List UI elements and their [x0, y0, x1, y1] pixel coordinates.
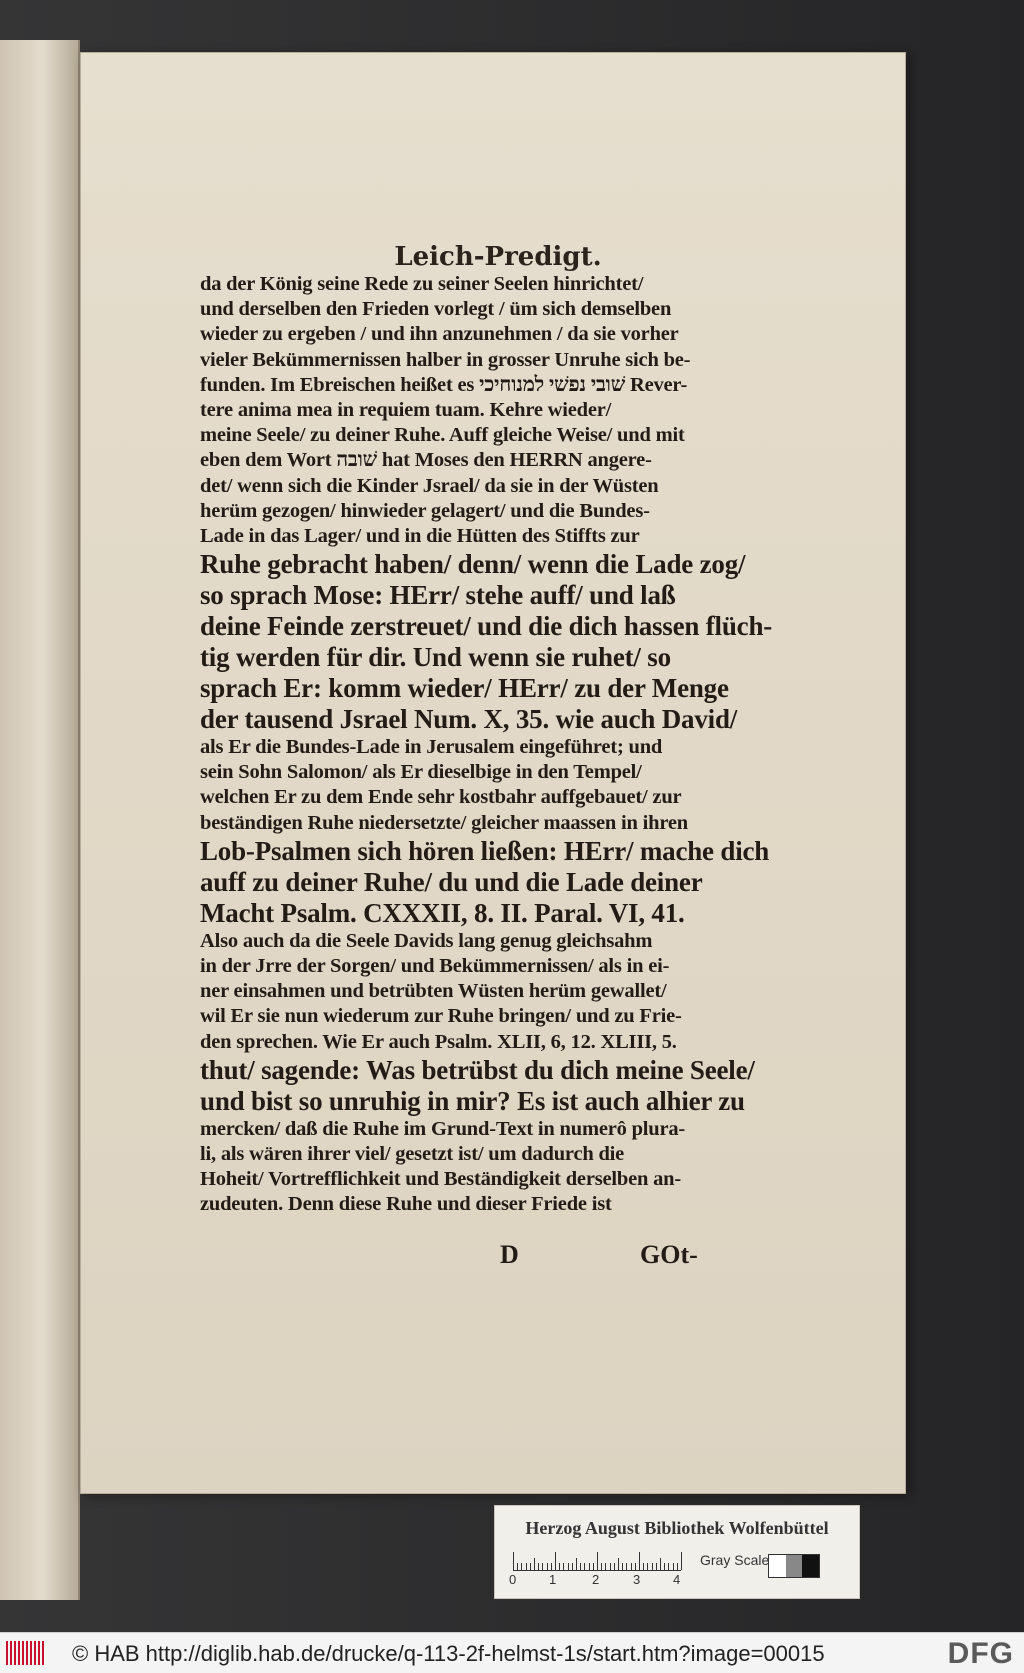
text-line: tere anima mea in requiem tuam. Kehre wieder/	[200, 398, 612, 421]
text-line: vieler Bekümmernissen halber in grosser Unruhe sich be-	[200, 348, 691, 371]
text-line: welchen Er zu dem Ende sehr kostbahr auffgebauet/ zur	[200, 786, 682, 809]
ruler-number: 0	[509, 1572, 517, 1587]
text-line: als Er die Bundes-Lade in Jerusalem eingeführet; und	[200, 736, 663, 759]
ruler-tick	[576, 1558, 577, 1570]
text-line: deine Feinde zerstreuet/ und die dich hassen flüch-	[200, 611, 773, 642]
text-line: wieder zu ergeben / und ihn anzunehmen / da sie vorher	[200, 323, 679, 346]
book-page	[80, 52, 906, 1494]
grayscale-swatch	[768, 1554, 820, 1578]
ruler-tick	[568, 1563, 569, 1570]
ruler-tick	[677, 1563, 678, 1570]
ruler-tick	[652, 1563, 653, 1570]
ruler-tick	[597, 1552, 598, 1570]
dfg-logo: DFG	[947, 1637, 1014, 1670]
ruler-tick	[664, 1563, 665, 1570]
adjacent-page-edge	[0, 40, 80, 1600]
text-line: tig werden für dir. Und wenn sie ruhet/ so	[200, 642, 671, 673]
ruler-tick	[668, 1563, 669, 1570]
catchword: GOt-	[640, 1240, 698, 1269]
text-line: in der Jrre der Sorgen/ und Bekümmernissen/ als in ei-	[200, 955, 670, 977]
ruler-number: 1	[549, 1572, 557, 1587]
ruler-tick	[542, 1563, 543, 1570]
ruler-tick	[660, 1558, 661, 1570]
ruler-tick	[559, 1563, 560, 1570]
color-calibration-card	[494, 1505, 860, 1599]
text-line: da der König seine Rede zu seiner Seelen hinrichtet/	[200, 273, 644, 295]
ruler-tick	[513, 1552, 514, 1570]
text-line: thut/ sagende: Was betrübst du dich meine Seele/	[200, 1054, 755, 1085]
library-name: Herzog August Bibliothek Wolfenbüttel	[525, 1518, 829, 1538]
ruler-tick	[643, 1563, 644, 1570]
text-line: ner einsahmen und betrübten Wüsten herüm gewallet/	[200, 980, 667, 1003]
text-line: beständigen Ruhe niedersetzte/ gleicher maassen in ihren	[200, 811, 688, 834]
swatch-black	[802, 1555, 819, 1577]
ruler-tick	[618, 1558, 619, 1570]
text-line: der tausend Jsrael Num. X, 35. wie auch David/	[200, 704, 738, 735]
text-line: herüm gezogen/ hinwieder gelagert/ und die Bundes-	[200, 499, 650, 522]
ruler-tick	[673, 1563, 674, 1570]
ruler-tick	[656, 1563, 657, 1570]
ruler-tick	[521, 1563, 522, 1570]
text-line: Hoheit/ Vortrefflichkeit und Beständigkeit derselben an-	[200, 1168, 682, 1191]
text-line: zudeuten. Denn diese Ruhe und dieser Friede ist	[200, 1193, 612, 1216]
ruler-tick	[601, 1563, 602, 1570]
ruler-tick	[593, 1563, 594, 1570]
ruler-tick	[580, 1563, 581, 1570]
ruler-number: 3	[633, 1572, 641, 1587]
text-line: det/ wenn sich die Kinder Jsrael/ da sie in der Wüsten	[200, 474, 659, 497]
ruler-tick	[563, 1563, 564, 1570]
text-line: Lade in das Lager/ und in die Hütten des Stiffts zur	[200, 524, 640, 547]
ruler-tick	[555, 1552, 556, 1570]
swatch-white	[769, 1555, 786, 1577]
ruler-tick	[605, 1563, 606, 1570]
text-line: den sprechen. Wie Er auch Psalm. XLII, 6, 12. XLIII, 5.	[200, 1030, 677, 1053]
ruler-tick	[635, 1563, 636, 1570]
text-line: eben dem Wort שׁובה hat Moses den HERRN angere-	[200, 449, 652, 472]
text-line: li, als wären ihrer viel/ gesetzt ist/ um dadurch die	[200, 1142, 625, 1165]
text-line: mercken/ daß die Ruhe im Grund-Text in numerô plura-	[200, 1117, 686, 1140]
text-line: und bist so unruhig in mir? Es ist auch alhier zu	[200, 1085, 745, 1116]
ruler-tick	[647, 1563, 648, 1570]
ruler-tick	[526, 1563, 527, 1570]
text-line: und derselben den Frieden vorlegt / üm sich demselben	[200, 298, 672, 321]
ruler-tick	[584, 1563, 585, 1570]
running-header: Leich-Predigt.	[394, 242, 602, 272]
swatch-gray	[786, 1555, 803, 1577]
text-line: sprach Er: komm wieder/ HErr/ zu der Menge	[200, 673, 729, 704]
viewer-footer-bar	[0, 1632, 1024, 1673]
ruler-tick	[681, 1552, 682, 1570]
ruler-number: 4	[673, 1572, 681, 1587]
ruler-tick	[626, 1563, 627, 1570]
ruler-tick	[517, 1563, 518, 1570]
ruler-numbers	[509, 1572, 699, 1590]
ruler-tick	[614, 1563, 615, 1570]
text-line: Lob-Psalmen sich hören ließen: HErr/ mache dich	[200, 835, 770, 866]
text-line: wil Er sie nun wiederum zur Ruhe bringen/ und zu Frie-	[200, 1005, 682, 1028]
ruler-tick	[547, 1563, 548, 1570]
grayscale-label: Gray Scale	[700, 1552, 770, 1568]
text-line: sein Sohn Salomon/ als Er dieselbige in den Tempel/	[200, 761, 642, 784]
text-line: funden. Im Ebreischen heißet es שׁובי נפשׁי למנוחיכי Rever-	[200, 373, 688, 396]
ruler-number: 2	[592, 1572, 600, 1587]
text-line: so sprach Mose: HErr/ stehe auff/ und laß	[200, 580, 676, 611]
ruler-scale	[513, 1550, 681, 1571]
text-line: Ruhe gebracht haben/ denn/ wenn die Lade zog/	[200, 549, 746, 580]
ruler-tick	[530, 1563, 531, 1570]
hab-logo-icon	[6, 1641, 44, 1665]
ruler-tick	[622, 1563, 623, 1570]
ruler-tick	[572, 1563, 573, 1570]
text-line: meine Seele/ zu deiner Ruhe. Auff gleiche Weise/ und mit	[200, 424, 685, 447]
ruler-tick	[639, 1552, 640, 1570]
ruler-tick	[538, 1563, 539, 1570]
ruler-tick	[589, 1563, 590, 1570]
ruler-tick	[534, 1558, 535, 1570]
ruler-tick	[631, 1563, 632, 1570]
ruler-tick	[551, 1563, 552, 1570]
page-footer-line	[200, 1240, 720, 1272]
text-line: Macht Psalm. CXXXII, 8. II. Paral. VI, 41.	[200, 897, 685, 928]
text-line: auff zu deiner Ruhe/ du und die Lade deiner	[200, 866, 703, 897]
text-line: Also auch da die Seele Davids lang genug gleichsahm	[200, 929, 653, 952]
ruler-tick	[610, 1563, 611, 1570]
source-url[interactable]: © HAB http://diglib.hab.de/drucke/q-113-2f-helmst-1s/start.htm?image=00015	[72, 1641, 825, 1666]
signature-mark: D	[500, 1240, 519, 1269]
body-text	[200, 272, 773, 1218]
